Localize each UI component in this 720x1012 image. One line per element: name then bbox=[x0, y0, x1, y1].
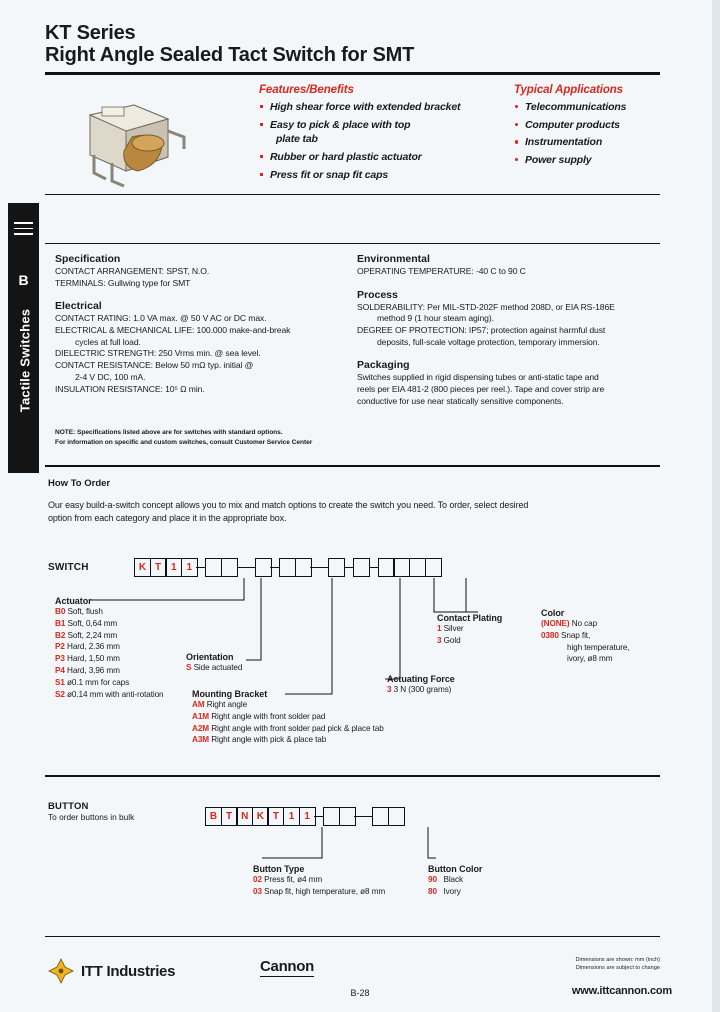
callout-option bbox=[387, 684, 455, 696]
switch-option-box-bracket-3[interactable] bbox=[295, 558, 312, 577]
button-option-box-type-1[interactable] bbox=[323, 807, 340, 826]
option-code: 80 bbox=[428, 886, 437, 896]
callout-option bbox=[437, 635, 502, 647]
callout-actuator bbox=[55, 596, 164, 701]
callout-option bbox=[55, 606, 164, 618]
spec-line: CONTACT ARRANGEMENT: SPST, N.O. bbox=[55, 266, 210, 276]
row-dash bbox=[344, 558, 353, 577]
button-option-box-color-2[interactable] bbox=[388, 807, 405, 826]
row-dash bbox=[354, 807, 372, 826]
option-code: P3 bbox=[55, 654, 65, 664]
button-row-sublabel: To order buttons in bulk bbox=[48, 812, 135, 822]
callout-heading: Actuating Force bbox=[387, 674, 455, 684]
application-item: Computer products bbox=[514, 118, 664, 132]
option-code: B0 bbox=[55, 607, 66, 616]
button-code-box-5[interactable]: T bbox=[267, 807, 284, 826]
page-number: B-28 bbox=[350, 988, 370, 998]
option-desc: Right angle bbox=[206, 700, 248, 709]
spec-line: OPERATING TEMPERATURE: -40 C to 90 C bbox=[357, 266, 526, 276]
feature-item: Easy to pick & place with top bbox=[259, 118, 509, 132]
itt-logo-icon bbox=[48, 958, 74, 984]
website-url[interactable]: www.ittcannon.com bbox=[571, 985, 672, 997]
header-divider bbox=[45, 72, 660, 75]
callout-option bbox=[428, 886, 482, 898]
option-desc: Hard, 3,96 mm bbox=[67, 666, 120, 676]
callout-option bbox=[192, 734, 384, 746]
feature-item-continued: plate tab bbox=[276, 133, 318, 146]
features-list bbox=[259, 100, 509, 182]
option-desc: Silver bbox=[443, 624, 464, 633]
dimensions-note bbox=[530, 956, 660, 973]
option-desc: No cap bbox=[571, 619, 598, 628]
spec-line: Switches supplied in rigid dispensing tubes or anti-static tape and bbox=[357, 372, 599, 383]
brand-name: Cannon bbox=[260, 958, 315, 975]
row-dash bbox=[314, 807, 323, 826]
callout-heading: Contact Plating bbox=[437, 613, 503, 623]
application-item: Instrumentation bbox=[514, 135, 664, 149]
how-to-order-body bbox=[48, 499, 660, 525]
row-dash bbox=[196, 558, 205, 577]
packaging-heading: Packaging bbox=[357, 359, 410, 372]
spec-line: conductive for use near statically sensitive components. bbox=[357, 395, 564, 406]
callout-option bbox=[541, 630, 629, 642]
callout-option bbox=[55, 630, 164, 642]
spec-column-left bbox=[55, 253, 345, 395]
feature-item: Rubber or hard plastic actuator bbox=[259, 150, 509, 164]
button-code-row[interactable] bbox=[205, 807, 404, 826]
option-desc: Hard, 1,50 mm bbox=[67, 654, 120, 664]
row-dash bbox=[270, 558, 279, 577]
button-code-box-1[interactable]: B bbox=[205, 807, 222, 826]
callout-option bbox=[55, 653, 164, 665]
dimensions-line-1: Dimensions are shown: mm (inch) bbox=[575, 957, 660, 963]
option-code: B1 bbox=[55, 618, 66, 628]
option-code: 1 bbox=[437, 624, 442, 633]
switch-option-box-actuator[interactable] bbox=[205, 558, 222, 577]
side-tab-label: Tactile Switches bbox=[17, 308, 33, 413]
title-line-1: KT Series bbox=[45, 22, 136, 44]
application-item: Power supply bbox=[514, 153, 664, 167]
option-code: 90 bbox=[428, 875, 437, 884]
switch-option-box-color-3[interactable] bbox=[409, 558, 426, 577]
option-desc: ø0.1 mm for caps bbox=[67, 677, 130, 687]
option-desc: Soft, 2,24 mm bbox=[67, 630, 118, 640]
switch-option-box-bracket-2[interactable] bbox=[279, 558, 296, 577]
spec-line: TERMINALS: Gullwing type for SMT bbox=[55, 277, 191, 288]
company-name: ITT Industries bbox=[81, 962, 176, 980]
dimensions-line-2: Dimensions are subject to change bbox=[575, 965, 660, 972]
option-code: 03 bbox=[253, 886, 262, 896]
option-desc: Press fit, ø4 mm bbox=[264, 875, 323, 884]
product-photo bbox=[72, 97, 202, 197]
callout-option bbox=[55, 677, 164, 689]
callout-option bbox=[55, 665, 164, 677]
callout-option bbox=[186, 662, 242, 674]
option-code: (NONE) bbox=[541, 619, 570, 628]
callout-heading: Orientation bbox=[186, 652, 234, 662]
button-section-divider bbox=[45, 775, 660, 777]
applications-list bbox=[514, 100, 664, 168]
callout-option bbox=[541, 618, 629, 630]
callout-orientation bbox=[186, 652, 242, 674]
spec-line: 2-4 V DC, 100 mA. bbox=[75, 371, 146, 382]
switch-code-row[interactable] bbox=[134, 558, 440, 577]
spec-line: INSULATION RESISTANCE: 10⁵ Ω min. bbox=[55, 383, 205, 394]
spec-line: DEGREE OF PROTECTION: IP57; protection against harmful dust bbox=[357, 325, 606, 336]
switch-option-box-color-2[interactable] bbox=[393, 558, 410, 577]
how-to-order-heading: How To Order bbox=[48, 478, 111, 489]
callout-option bbox=[55, 641, 164, 653]
callout-option bbox=[55, 689, 164, 701]
callout-option bbox=[192, 699, 384, 711]
spec-top-divider bbox=[45, 243, 660, 244]
row-dash bbox=[369, 558, 378, 577]
spec-line: SOLDERABILITY: Per MIL-STD-202F method 208D, or EIA RS-186E bbox=[357, 301, 615, 312]
spec-note bbox=[55, 428, 355, 447]
switch-option-box-plating[interactable] bbox=[353, 558, 370, 577]
callout-button-type bbox=[253, 864, 385, 898]
option-code: A3M bbox=[192, 735, 209, 745]
switch-code-box-4[interactable]: 1 bbox=[181, 558, 198, 577]
spec-line: cycles at full load. bbox=[75, 336, 141, 347]
option-desc: Right angle with front solder pad bbox=[211, 711, 326, 721]
option-desc: Gold bbox=[443, 635, 461, 645]
application-item: Telecommunications bbox=[514, 100, 664, 114]
option-code: P4 bbox=[55, 666, 65, 676]
option-desc: Side actuated bbox=[193, 663, 243, 672]
how-to-order-divider bbox=[45, 465, 660, 467]
switch-row-label: SWITCH bbox=[48, 562, 89, 573]
option-code: 02 bbox=[253, 875, 262, 884]
features-divider bbox=[45, 194, 660, 195]
option-desc: ø0.14 mm with anti-rotation bbox=[67, 689, 164, 699]
button-code-box-2[interactable]: T bbox=[221, 807, 238, 826]
callout-option bbox=[253, 886, 385, 898]
callout-actuating-force bbox=[387, 674, 455, 696]
option-code: S2 bbox=[55, 689, 65, 699]
environmental-heading: Environmental bbox=[357, 253, 430, 265]
spec-line: ELECTRICAL & MECHANICAL LIFE: 100.000 make-and-break bbox=[55, 325, 291, 336]
spec-line: CONTACT RATING: 1.0 VA max. @ 50 V AC or DC max. bbox=[55, 313, 267, 324]
option-code: P2 bbox=[55, 642, 65, 652]
option-code: A2M bbox=[192, 723, 209, 733]
row-dash bbox=[237, 558, 255, 577]
spec-line: DIELECTRIC STRENGTH: 250 Vrms min. @ sea level. bbox=[55, 348, 261, 359]
button-option-box-type-2[interactable] bbox=[339, 807, 356, 826]
option-code: A1M bbox=[192, 711, 209, 721]
feature-item: Press fit or snap fit caps bbox=[259, 168, 509, 182]
callout-heading: Button Type bbox=[253, 864, 305, 874]
spec-column-right bbox=[357, 253, 662, 408]
note-line-1: NOTE: Specifications listed above are for switches with standard options. bbox=[55, 429, 283, 436]
callout-heading: Actuator bbox=[55, 596, 92, 606]
option-desc: Right angle with pick & place tab bbox=[211, 735, 327, 745]
spec-line: method 9 (1 hour steam aging). bbox=[377, 313, 494, 324]
applications-block bbox=[514, 84, 664, 171]
option-code: S bbox=[186, 663, 192, 672]
switch-code-box-2[interactable]: T bbox=[150, 558, 167, 577]
callout-option-continued: high temperature, bbox=[567, 642, 630, 652]
option-desc: Right angle with front solder pad pick & place tab bbox=[211, 723, 384, 733]
page-edge-shadow bbox=[712, 0, 720, 1012]
spec-line: CONTACT RESISTANCE: Below 50 mΩ typ. initial @ bbox=[55, 360, 254, 371]
electrical-heading: Electrical bbox=[55, 300, 102, 313]
spec-line: reels per EIA 481-2 (800 pieces per reel.). Tape and cover strip are bbox=[357, 384, 605, 395]
specification-heading: Specification bbox=[55, 253, 121, 265]
company-logo-block bbox=[48, 958, 175, 984]
option-desc: Soft, 0,64 mm bbox=[67, 618, 118, 628]
option-desc: Black bbox=[443, 875, 463, 884]
option-code: B2 bbox=[55, 630, 66, 640]
option-code: 3 bbox=[437, 635, 442, 645]
callout-contact-plating bbox=[437, 613, 502, 647]
title-line-2: Right Angle Sealed Tact Switch for SMT bbox=[45, 44, 415, 67]
switch-option-box-color-4[interactable] bbox=[425, 558, 442, 577]
option-desc: Snap fit, high temperature, ø8 mm bbox=[264, 886, 386, 896]
page-title bbox=[45, 22, 660, 67]
switch-icon bbox=[14, 222, 33, 246]
callout-mounting-bracket bbox=[192, 689, 384, 746]
callout-heading: Button Color bbox=[428, 864, 483, 874]
option-code: 0380 bbox=[541, 630, 559, 640]
features-heading: Features/Benefits bbox=[259, 84, 354, 96]
process-heading: Process bbox=[357, 288, 398, 301]
option-desc: Hard, 2.36 mm bbox=[67, 642, 120, 652]
button-row-label: BUTTON bbox=[48, 801, 89, 812]
how-to-order-line-1: Our easy build-a-switch concept allows you to mix and match options to create the switch you need. To order, select desired bbox=[48, 500, 529, 510]
button-code-box-4[interactable]: K bbox=[252, 807, 269, 826]
callout-heading: Color bbox=[541, 608, 565, 618]
callout-heading: Mounting Bracket bbox=[192, 689, 268, 699]
callout-button-color bbox=[428, 864, 482, 898]
option-code: 3 bbox=[387, 685, 392, 694]
row-dash bbox=[310, 558, 328, 577]
switch-code-box-3[interactable]: 1 bbox=[165, 558, 182, 577]
button-code-box-7[interactable]: 1 bbox=[299, 807, 316, 826]
button-code-box-6[interactable]: 1 bbox=[283, 807, 300, 826]
switch-option-box-force[interactable] bbox=[328, 558, 345, 577]
switch-option-box-bracket-1[interactable] bbox=[255, 558, 272, 577]
callout-option bbox=[192, 711, 384, 723]
switch-option-box-color-1[interactable] bbox=[378, 558, 395, 577]
callout-color bbox=[541, 608, 629, 665]
footer-divider bbox=[45, 936, 660, 937]
feature-item: High shear force with extended bracket bbox=[259, 100, 509, 114]
spec-line: deposits, full-scale voltage protection, temporary immersion. bbox=[377, 336, 600, 347]
switch-option-box-orientation[interactable] bbox=[221, 558, 238, 577]
switch-code-box-1[interactable]: K bbox=[134, 558, 151, 577]
option-code: S1 bbox=[55, 677, 65, 687]
button-option-box-color-1[interactable] bbox=[372, 807, 389, 826]
option-desc: Ivory bbox=[443, 886, 461, 896]
callout-option bbox=[428, 874, 482, 886]
note-line-2: For information on specific and custom switches, consult Customer Service Center bbox=[55, 438, 313, 446]
option-code: AM bbox=[192, 700, 205, 709]
features-block bbox=[259, 84, 509, 185]
callout-option bbox=[192, 723, 384, 735]
option-desc: Snap fit, bbox=[561, 630, 591, 640]
callout-option bbox=[437, 623, 502, 635]
callout-option bbox=[55, 618, 164, 630]
how-to-order-line-2: option from each category and place it in the appropriate box. bbox=[48, 513, 287, 524]
callout-option bbox=[253, 874, 385, 886]
option-desc: Soft, flush bbox=[67, 607, 103, 616]
button-code-box-3[interactable]: N bbox=[236, 807, 253, 826]
callout-option-continued: ivory, ø8 mm bbox=[567, 654, 613, 664]
applications-heading: Typical Applications bbox=[514, 84, 623, 96]
side-tab-letter: B bbox=[18, 272, 29, 288]
option-desc: 3 N (300 grams) bbox=[393, 685, 452, 694]
